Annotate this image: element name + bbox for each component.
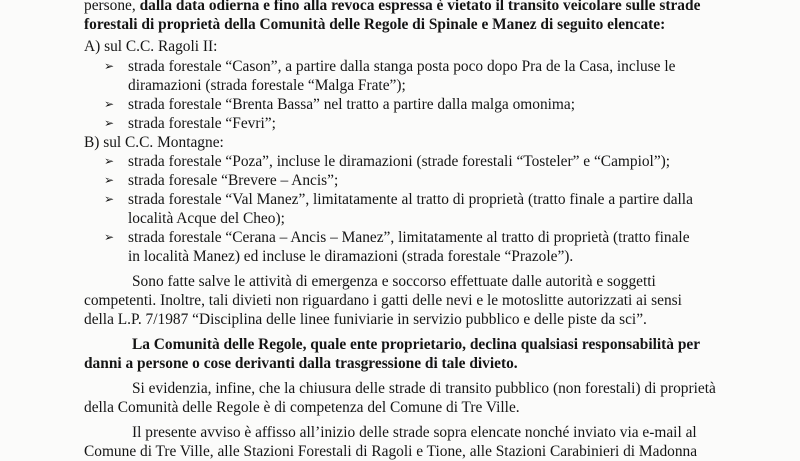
intro-bold-text: dalla data odierna e fino alla revoca espressa è vietato il transito veicolare sulle strade <box>139 0 701 14</box>
notice-line-1: Il presente avviso è affisso all’inizio delle strade sopra elencate nonché inviato via e-mail al <box>132 424 697 441</box>
arrow-bullet-icon: ➢ <box>104 192 115 206</box>
exceptions-line-1: Sono fatte salve le attività di emergenza e soccorso effettuate dalle autorità e soggetti <box>132 273 656 290</box>
exceptions-line-2: competenti. Inoltre, tali divieti non riguardano i gatti delle nevi e le motoslitte autorizzati ai sensi <box>84 292 682 309</box>
intro-line-1 <box>84 0 700 15</box>
notice-line-2: Comune di Tre Ville, alle Stazioni Forestali di Ragoli e Tione, alle Stazioni Carabinieri di Madonna <box>84 443 698 460</box>
arrow-bullet-icon: ➢ <box>104 116 115 130</box>
closure-line-1: Si evidenzia, infine, che la chiusura delle strade di transito pubblico (non forestali) di proprietà <box>132 380 716 397</box>
section-b-item-4-line-1: strada forestale “Cerana – Ancis – Manez”, limitatamente al tratto di proprietà (tratto finale <box>128 229 690 246</box>
section-b-item-4-line-2: in località Manez) ed incluse le diramazioni (strada forestale “Prazole”). <box>128 248 574 265</box>
section-b-item-3-line-2: località Acque del Cheo); <box>128 210 285 227</box>
intro-line-2: forestali di proprietà della Comunità delle Regole di Spinale e Manez di seguito elencate: <box>84 16 666 33</box>
arrow-bullet-icon: ➢ <box>104 173 115 187</box>
section-a-item-1-line-2: diramazioni (strada forestale “Malga Frate”); <box>128 77 406 94</box>
exceptions-line-3: della L.P. 7/1987 “Disciplina delle linee funiviarie in servizio pubblico e delle piste da sci”. <box>84 311 647 328</box>
liability-line-2: danni a persone o cose derivanti dalla trasgressione di tale divieto. <box>84 355 518 372</box>
section-b-item-2: strada foresale “Brevere – Ancis”; <box>128 172 339 189</box>
section-b-heading: B) sul C.C. Montagne: <box>84 134 224 151</box>
section-b-item-1: strada forestale “Poza”, incluse le diramazioni (strade forestali “Tosteler” e “Campiol”); <box>128 153 671 170</box>
intro-normal-text: persone, <box>84 0 140 14</box>
section-a-item-3: strada forestale “Fevri”; <box>128 115 276 132</box>
section-a-heading: A) sul C.C. Ragoli II: <box>84 38 218 55</box>
liability-line-1: La Comunità delle Regole, quale ente proprietario, declina qualsiasi responsabilità per <box>132 336 701 353</box>
section-a-item-1-line-1: strada forestale “Cason”, a partire dalla stanga posta poco dopo Pra de la Casa, incluse le <box>128 58 676 75</box>
arrow-bullet-icon: ➢ <box>104 97 115 111</box>
section-b-item-3-line-1: strada forestale “Val Manez”, limitatamente al tratto di proprietà (tratto finale a partire dalla <box>128 191 693 208</box>
section-a-item-2: strada forestale “Brenta Bassa” nel tratto a partire dalla malga omonima; <box>128 96 575 113</box>
arrow-bullet-icon: ➢ <box>104 230 115 244</box>
arrow-bullet-icon: ➢ <box>104 59 115 73</box>
closure-line-2: della Comunità delle Regole è di competenza del Comune di Tre Ville. <box>84 399 520 416</box>
arrow-bullet-icon: ➢ <box>104 154 115 168</box>
